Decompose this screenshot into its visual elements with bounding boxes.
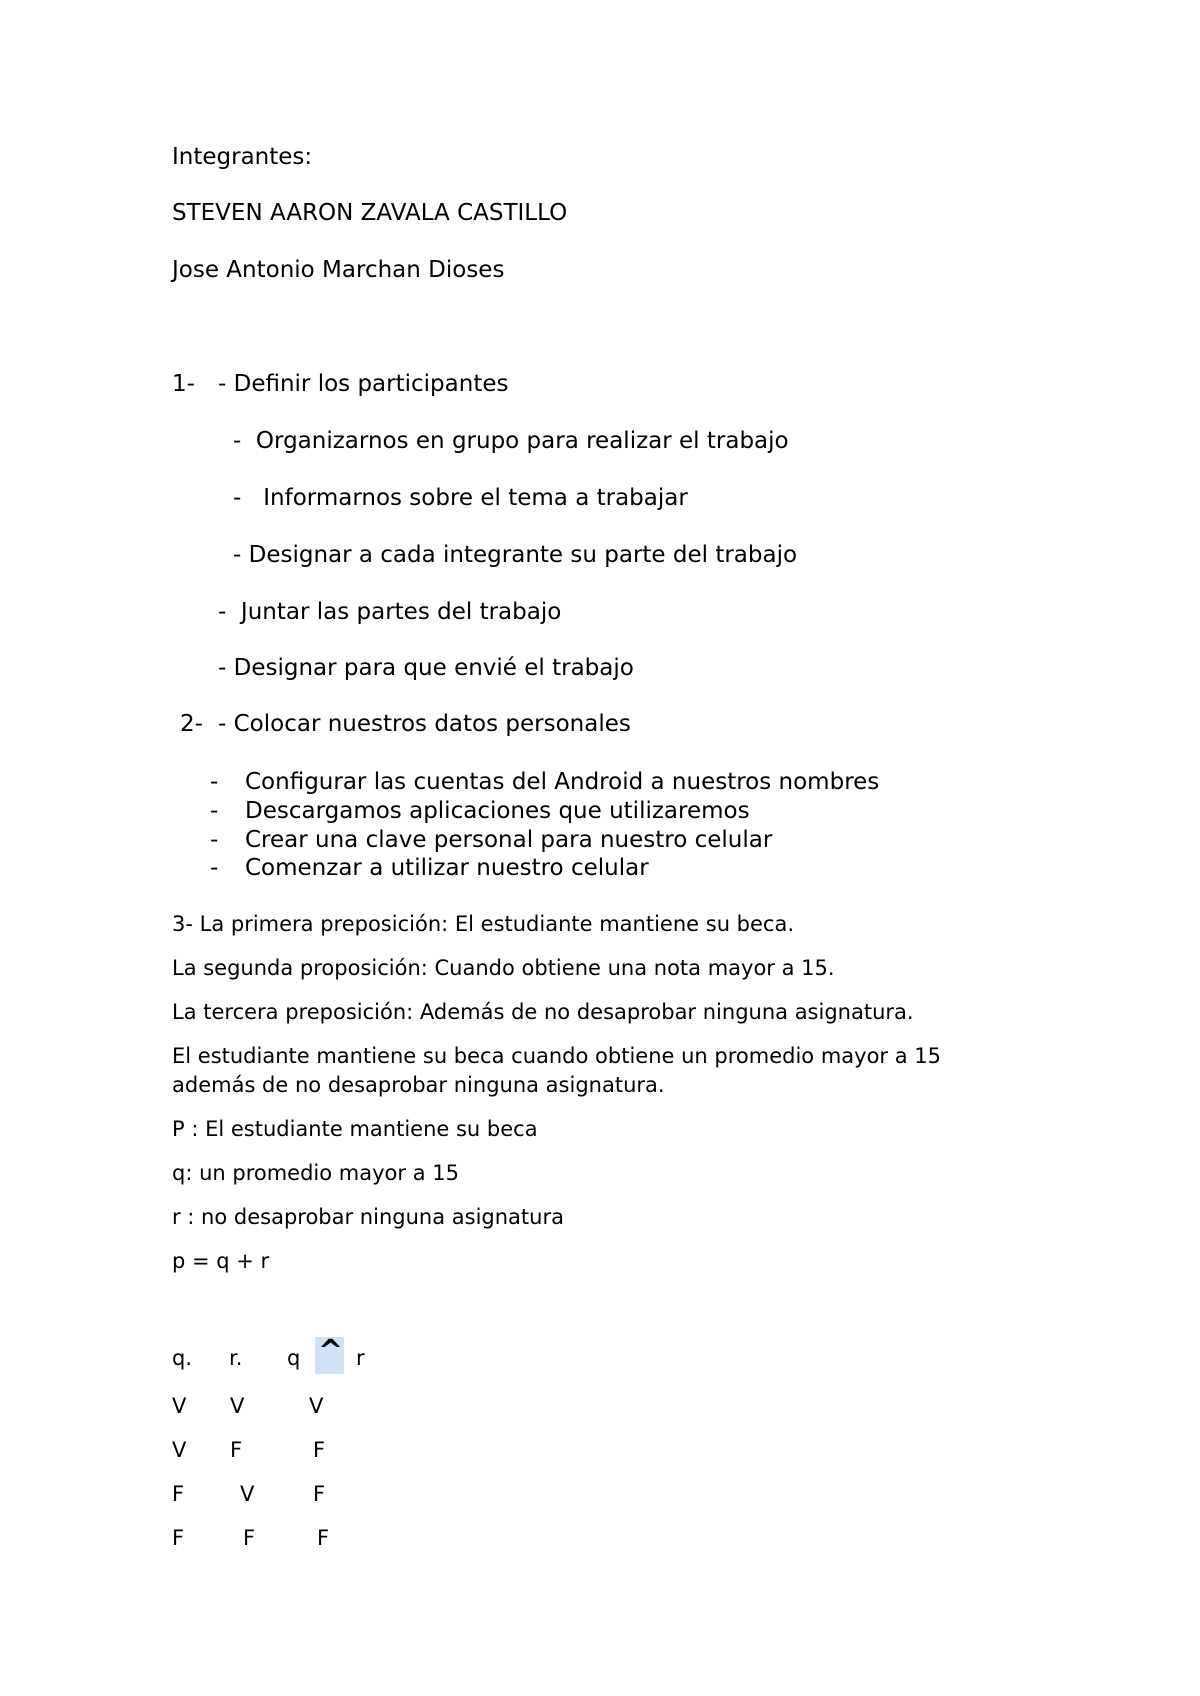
table-header-q-and: q [287,1346,301,1370]
member-name-1: STEVEN AARON ZAVALA CASTILLO [172,200,568,226]
proposition-q: q: un promedio mayor a 15 [172,1161,459,1185]
section1-item-3: - Informarnos sobre el tema a trabajar [233,485,688,511]
section3-line-4: El estudiante mantiene su beca cuando obtiene un promedio mayor a 15 [172,1044,941,1068]
proposition-r: r : no desaprobar ninguna asignatura [172,1205,564,1229]
table-header-r-and: r [356,1346,365,1370]
member-name-2: Jose Antonio Marchan Dioses [172,257,505,283]
table-row-1-col-r: V [230,1394,245,1418]
table-row-1-col-qr: V [309,1394,324,1418]
section1-item-4: - Designar a cada integrante su parte del trabajo [233,542,798,568]
formula: p = q + r [172,1249,270,1273]
table-row-1-col-q: V [172,1394,187,1418]
section2-list-item-1: Configurar las cuentas del Android a nuestros nombres [245,769,880,795]
section3-line-2: La segunda proposición: Cuando obtiene una nota mayor a 15. [172,956,835,980]
table-row-3-col-qr: F [313,1482,326,1506]
section2-list-item-2: Descargamos aplicaciones que utilizaremos [245,798,750,824]
proposition-p: P : El estudiante mantiene su beca [172,1117,538,1141]
section1-item-5: - Juntar las partes del trabajo [218,599,562,625]
section3-line-5: además de no desaprobar ninguna asignatura. [172,1073,665,1097]
section2-number: 2- [180,711,203,737]
section1-item-6: - Designar para que envié el trabajo [218,655,634,681]
table-row-2-col-qr: F [313,1438,326,1462]
table-row-2-col-q: V [172,1438,187,1462]
table-row-4-col-r: F [243,1526,256,1550]
table-row-3-col-q: F [172,1482,185,1506]
section2-bullet-3: - [210,827,219,853]
table-row-3-col-r: V [240,1482,255,1506]
table-header-q: q. [172,1346,193,1370]
section1-number: 1- [172,371,195,397]
table-row-4-col-q: F [172,1526,185,1550]
section1-item-2: - Organizarnos en grupo para realizar el trabajo [233,428,789,454]
section2-list-item-4: Comenzar a utilizar nuestro celular [245,855,649,881]
section2-bullet-1: - [210,769,219,795]
section3-line-3: La tercera preposición: Además de no desaprobar ninguna asignatura. [172,1000,914,1024]
section2-first-item: - Colocar nuestros datos personales [218,711,631,737]
table-row-4-col-qr: F [317,1526,330,1550]
section2-bullet-4: - [210,855,219,881]
section3-line-1: 3- La primera preposición: El estudiante mantiene su beca. [172,912,795,936]
section2-list-item-3: Crear una clave personal para nuestro celular [245,827,773,853]
section2-bullet-2: - [210,798,219,824]
table-header-r: r. [229,1346,243,1370]
table-row-2-col-r: F [230,1438,243,1462]
header-label: Integrantes: [172,144,313,170]
section1-item-1: - Definir los participantes [218,371,509,397]
and-operator-symbol: ^ [318,1334,344,1369]
